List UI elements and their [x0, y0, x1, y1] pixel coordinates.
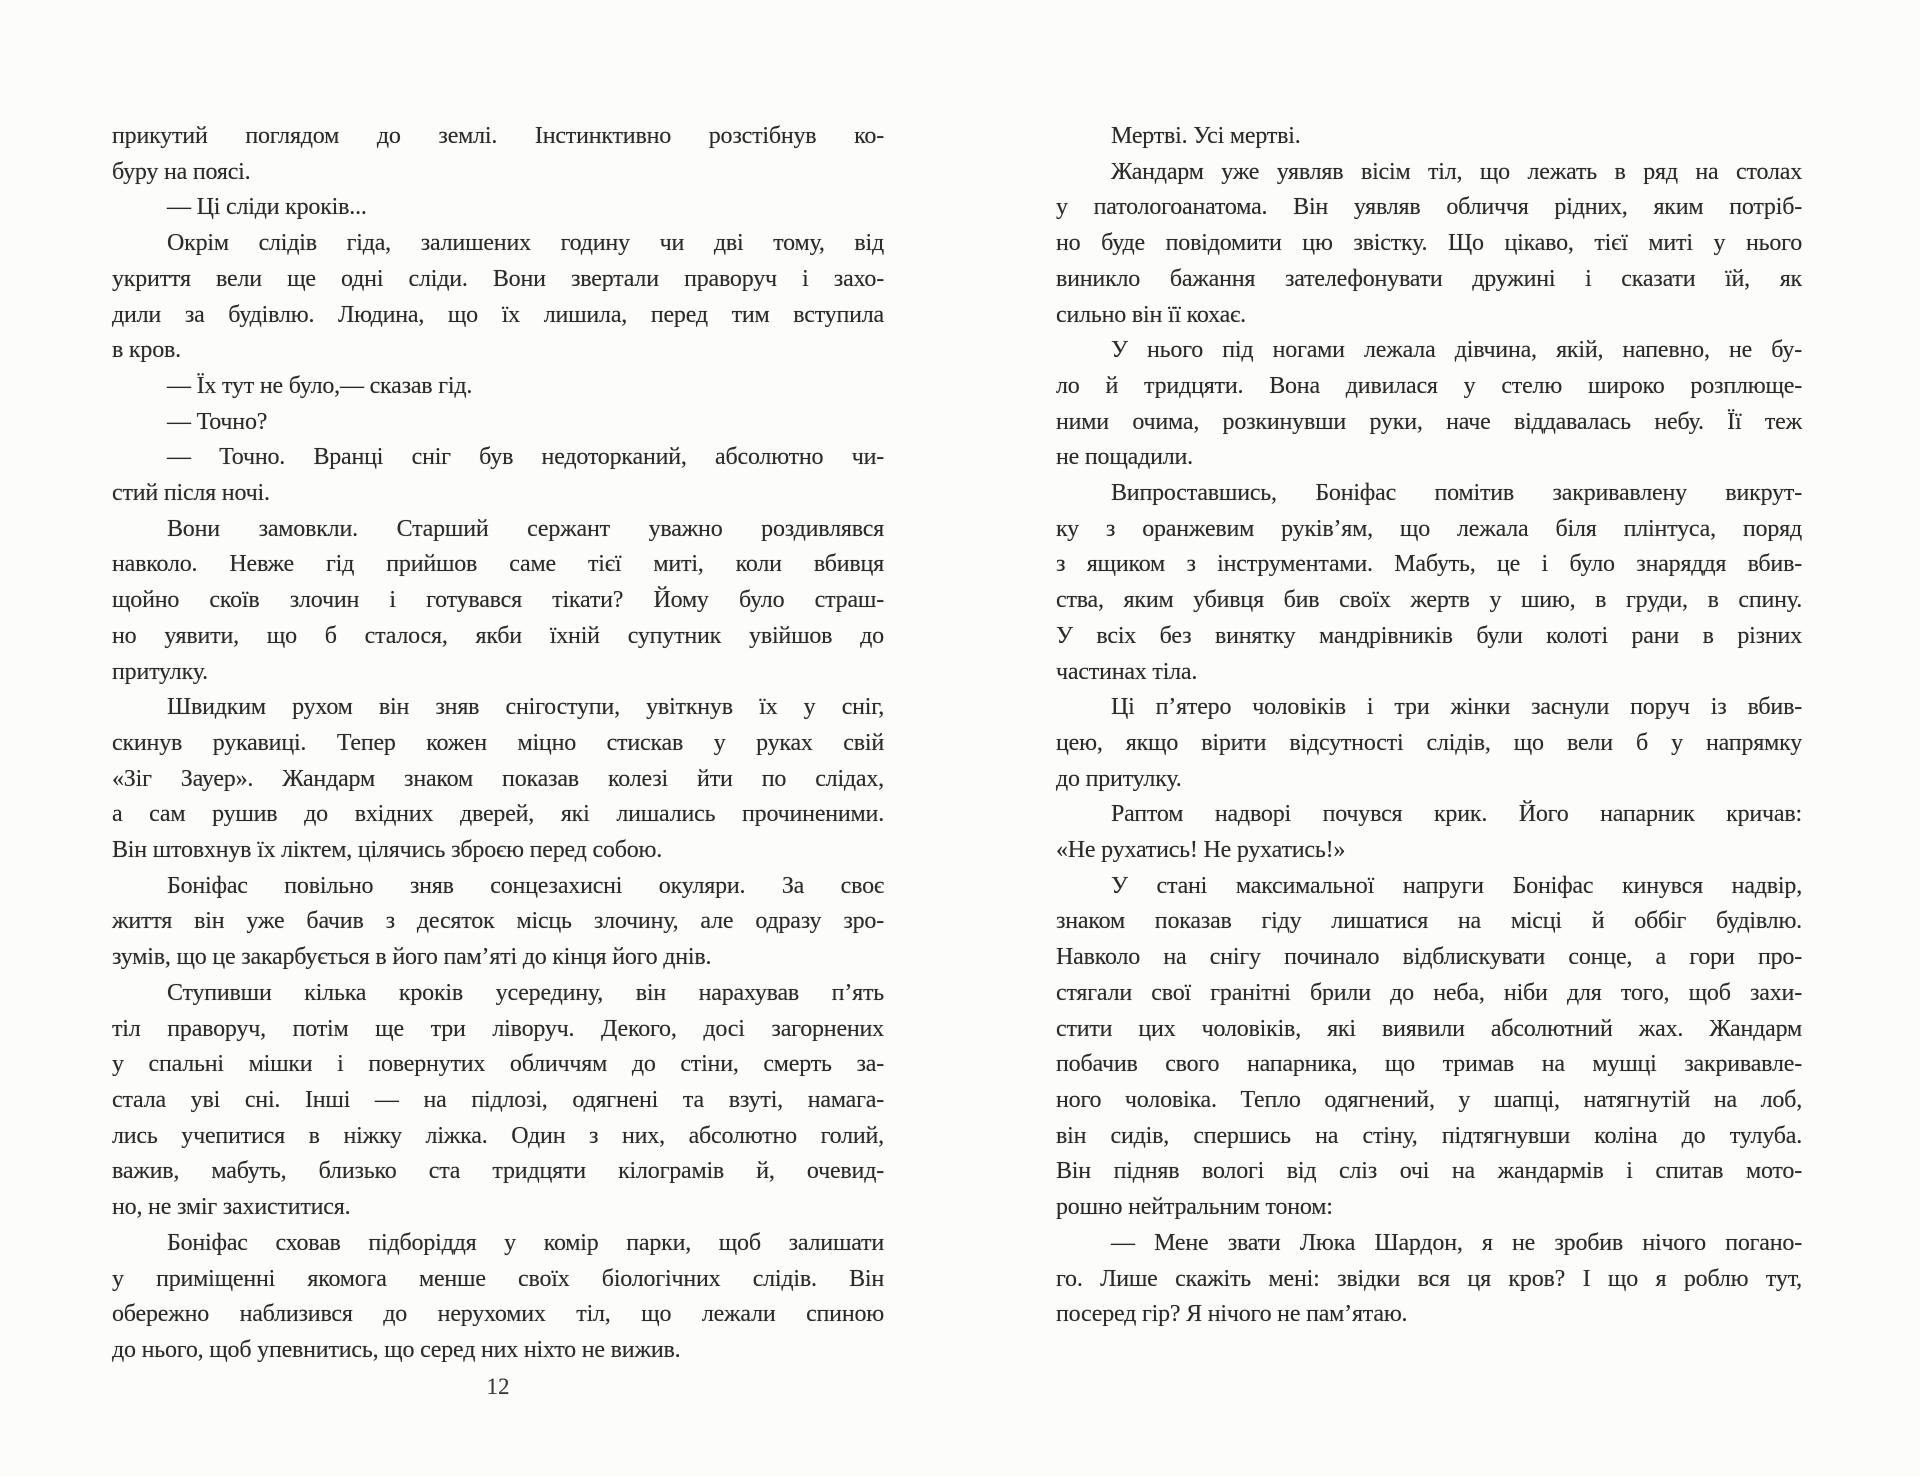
text-line: Ці п’ятеро чоловіків і три жінки заснули поруч із вбив- [1111, 694, 1802, 721]
text-line: — Точно? [167, 408, 268, 435]
text-line: у приміщенні якомога менше своїх біологічних слідів. Він [112, 1265, 884, 1292]
text-line: укриття вели ще одні сліди. Вони звертали праворуч і захо- [112, 265, 884, 292]
text-line: до нього, щоб упевнитись, що серед них ніхто не вижив. [112, 1336, 681, 1363]
text-line: «Не рухатись! Не рухатись!» [1056, 837, 1346, 864]
text-line: Вони замовкли. Старший сержант уважно роздивлявся [167, 515, 884, 542]
text-line: з ящиком з інструментами. Мабуть, це і було знаряддя вбив- [1056, 551, 1802, 578]
text-line: посеред гір? Я нічого не пам’ятаю. [1056, 1301, 1408, 1328]
text-line: — Їх тут не було,— сказав гід. [167, 372, 473, 399]
text-line: Боніфас повільно зняв сонцезахисні окуляри. За своє [167, 872, 884, 899]
text-line: У нього під ногами лежала дівчина, якій, напевно, не бу- [1111, 337, 1802, 364]
text-line: життя він уже бачив з десяток місць злочину, але одразу зро- [112, 908, 884, 935]
text-line: він сидів, спершись на стіну, підтягнувши коліна до тулуба. [1056, 1122, 1802, 1149]
text-line: ними очима, розкинувши руки, наче віддавалась небу. Її теж [1056, 408, 1802, 435]
text-line: скинув рукавиці. Тепер кожен міцно стискав у руках свій [112, 729, 884, 756]
text-line: важив, мабуть, близько ста тридцяти кілограмів й, очевид- [112, 1158, 884, 1185]
text-line: тіл праворуч, потім ще три ліворуч. Декого, досі загорнених [112, 1015, 884, 1042]
text-line: стий після ночі. [112, 480, 270, 507]
text-line: Окрім слідів гіда, залишених годину чи дві тому, від [167, 230, 884, 257]
text-line: стягали свої гранітні брили до неба, ніби для того, щоб захи- [1056, 979, 1802, 1006]
text-line: у патологоанатома. Він уявляв обличчя рідних, яким потріб- [1056, 194, 1802, 221]
text-line: лись учепитися в ніжку ліжка. Один з них, абсолютно голий, [112, 1122, 884, 1149]
text-line: рошно нейтральним тоном: [1056, 1194, 1333, 1221]
text-line: Жандарм уже уявляв вісім тіл, що лежать в ряд на столах [1111, 158, 1802, 185]
text-line: Випроставшись, Боніфас помітив закривавлену викрут- [1111, 480, 1802, 507]
text-line: Він штовхнув їх ліктем, цілячись зброєю перед собою. [112, 837, 663, 864]
text-line: притулку. [112, 658, 208, 685]
text-line: — Ці сліди кроків... [167, 194, 367, 221]
text-line: — Точно. Вранці сніг був недоторканий, абсолютно чи- [167, 444, 884, 471]
text-line: У стані максимальної напруги Боніфас кинувся надвір, [1111, 872, 1802, 899]
text-line: навколо. Невже гід прийшов саме тієї миті, коли вбивця [112, 551, 884, 578]
text-line: цею, якщо вірити відсутності слідів, що вели б у напрямку [1056, 729, 1802, 756]
text-line: но буде повідомити цю звістку. Що цікаво, тієї миті у нього [1056, 230, 1802, 257]
left-page-text [112, 119, 884, 1369]
text-line: обережно наблизився до нерухомих тіл, що лежали спиною [112, 1301, 884, 1328]
text-line: не пощадили. [1056, 444, 1193, 471]
text-line: но уявити, що б сталося, якби їхній супутник увійшов до [112, 622, 884, 649]
text-line: а сам рушив до вхідних дверей, які лишались прочиненими. [112, 801, 884, 828]
text-line: прикутий поглядом до землі. Інстинктивно розстібнув ко- [112, 123, 884, 149]
text-line: Він підняв вологі від сліз очі на жандармів і спитав мото- [1056, 1158, 1802, 1185]
text-line: Швидким рухом він зняв снігоступи, увіткнув їх у сніг, [167, 694, 884, 721]
text-line: Мертві. Усі мертві. [1111, 123, 1301, 149]
right-page-text [1056, 119, 1802, 1333]
text-line: ло й тридцяти. Вона дивилася у стелю широко розплюще- [1056, 372, 1802, 399]
text-line: дили за будівлю. Людина, що їх лишила, перед тим вступила [112, 301, 884, 328]
text-line: знаком показав гіду лишатися на місці й оббіг будівлю. [1056, 908, 1802, 935]
text-line: «Зіг Зауер». Жандарм знаком показав колезі йти по слідах, [112, 765, 884, 792]
text-line: до притулку. [1056, 765, 1182, 792]
text-line: зумів, що це закарбується в його пам’яті до кінця його днів. [112, 944, 712, 971]
text-line: побачив свого напарника, що тримав на мушці закривавле- [1056, 1051, 1802, 1078]
text-line: ного чоловіка. Тепло одягнений, у шапці, натягнутій на лоб, [1056, 1086, 1802, 1113]
text-line: у спальні мішки і повернутих обличчям до стіни, смерть за- [112, 1051, 884, 1078]
text-line: в кров. [112, 337, 181, 364]
text-line: — Мене звати Люка Шардон, я не зробив нічого погано- [1111, 1229, 1802, 1256]
text-line: У всіх без винятку мандрівників були колоті рани в різних [1056, 622, 1802, 649]
text-line: Боніфас сховав підборіддя у комір парки, щоб залишати [167, 1229, 884, 1256]
text-line: Раптом надворі почувся крик. Його напарник кричав: [1111, 801, 1802, 828]
text-line: щойно скоїв злочин і готувався тікати? Йому було страш- [112, 587, 884, 614]
text-line: Ступивши кілька кроків усередину, він нарахував п’ять [167, 979, 884, 1006]
text-line: частинах тіла. [1056, 658, 1198, 685]
text-line: го. Лише скажіть мені: звідки вся ця кров? І що я роблю тут, [1056, 1265, 1802, 1292]
text-line: стала уві сні. Інші — на підлозі, одягнені та взуті, намага- [112, 1086, 884, 1113]
text-line: стити цих чоловіків, які виявили абсолютний жах. Жандарм [1056, 1015, 1802, 1042]
text-line: ку з оранжевим руків’ям, що лежала біля плінтуса, поряд [1056, 515, 1802, 542]
text-line: ства, яким убивця бив своїх жертв у шию, в груди, в спину. [1056, 587, 1802, 614]
text-line: но, не зміг захиститися. [112, 1194, 351, 1221]
text-line: Навколо на снігу починало відблискувати сонце, а гори про- [1056, 944, 1802, 971]
text-line: буру на поясі. [112, 158, 251, 185]
left-page-number: 12 [486, 1374, 510, 1399]
text-line: виникло бажання зателефонувати дружині і сказати їй, як [1056, 265, 1802, 292]
text-line: сильно він її кохає. [1056, 301, 1246, 328]
